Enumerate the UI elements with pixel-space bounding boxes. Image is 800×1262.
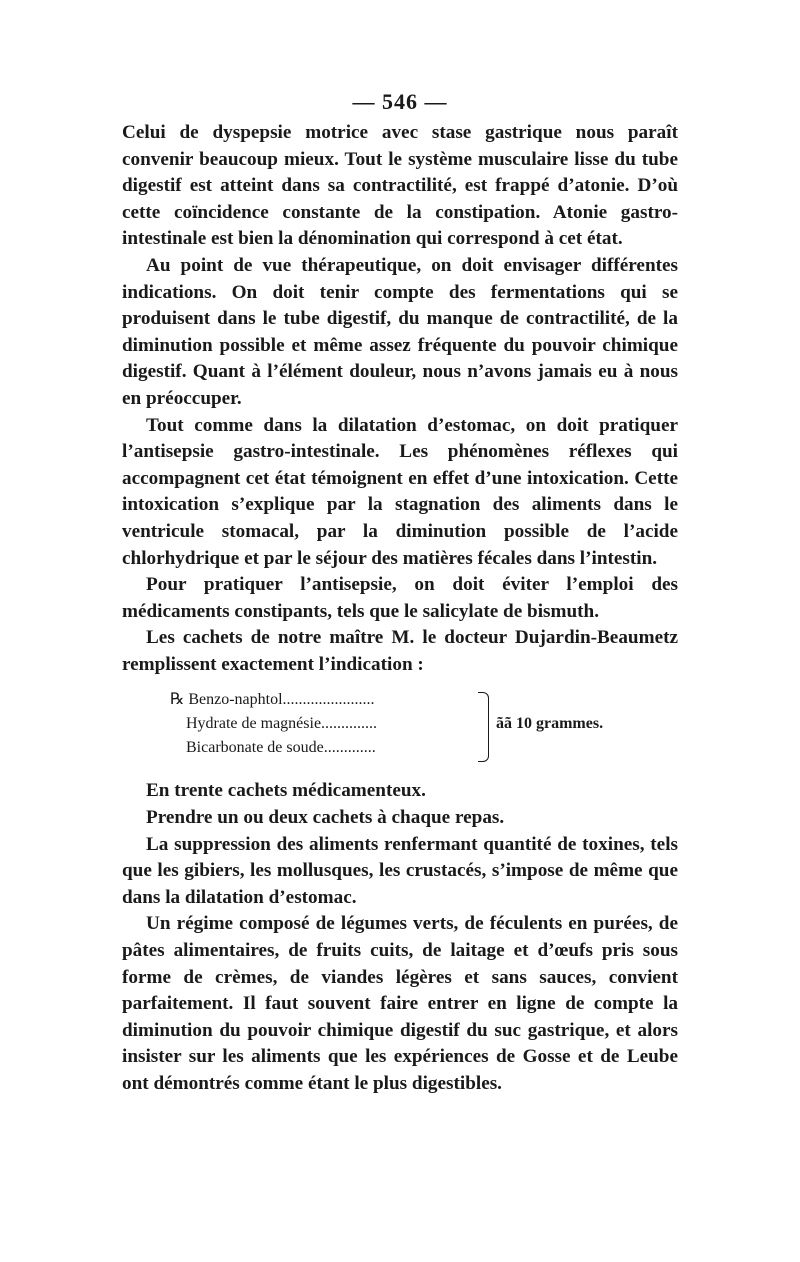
brace-icon bbox=[478, 692, 489, 762]
paragraph: Celui de dyspepsie motrice avec stase gastrique nous paraît convenir beaucoup mieux. Tout le système musculaire lisse du tube digestif est atteint dans sa contractilité, est frappé d’atonie. D’où cette coïncidence constante de la constipation. Atonie gastro-intestinale est bien la dénomination qui correspond à cet état. bbox=[122, 122, 678, 250]
paragraph: Pour pratiquer l’antisepsie, on doit éviter l’emploi des médicaments constipants, tels que le salicylate de bismuth. bbox=[122, 574, 678, 622]
paragraph: Prendre un ou deux cachets à chaque repas. bbox=[146, 807, 505, 829]
page-number: — 546 — bbox=[352, 89, 448, 114]
prescription-dose: ãã 10 grammes. bbox=[496, 715, 604, 733]
paragraph: En trente cachets médicamenteux. bbox=[146, 780, 426, 802]
paragraph: Tout comme dans la dilatation d’estomac, on doit pratiquer l’antisepsie gastro-intestinale. Les phénomènes réflexes qui accompagnent cet état témoignent en effet d’une intoxication. Cette intoxication s’explique par la stagnation des aliments dans le ventricule stomacal, par la diminution possible de l’acide chlorhydrique et par le séjour des matières fécales dans l’intestin. bbox=[122, 414, 678, 569]
paragraph: Les cachets de notre maître M. le docteur Dujardin-Beaumetz remplissent exactement l’indication : bbox=[122, 627, 678, 675]
prescription bbox=[170, 688, 678, 766]
paragraph: Au point de vue thérapeutique, on doit envisager différentes indications. On doit tenir compte des fermentations qui se produisent dans le tube digestif, du manque de contractilité, de la diminution possible et même assez fréquente du pouvoir chimique digestif. Quant à l’élément douleur, nous n’avons jamais eu à nous en préoccuper. bbox=[122, 254, 678, 409]
body-text bbox=[122, 120, 678, 1098]
prescription-line: ℞ Benzo-naphtol....................... bbox=[170, 691, 375, 709]
paragraph: Un régime composé de légumes verts, de féculents en purées, de pâtes alimentaires, de fruits cuits, de laitage et d’œufs pris sous forme de crèmes, de viandes légères et sans sauces, convient parfaitement. Il faut souvent faire entrer en ligne de compte la diminution du pouvoir chimique digestif du suc gastrique, et alors insister sur les aliments que les expériences de Gosse et de Leube ont démontrés comme étant le plus digestibles. bbox=[122, 913, 678, 1094]
paragraph: La suppression des aliments renfermant quantité de toxines, tels que les gibiers, les mollusques, les crustacés, s’impose de même que dans la dilatation d’estomac. bbox=[122, 833, 678, 908]
prescription-line: Hydrate de magnésie.............. bbox=[186, 715, 378, 733]
prescription-line: Bicarbonate de soude............. bbox=[186, 739, 376, 757]
book-page bbox=[122, 84, 678, 1098]
